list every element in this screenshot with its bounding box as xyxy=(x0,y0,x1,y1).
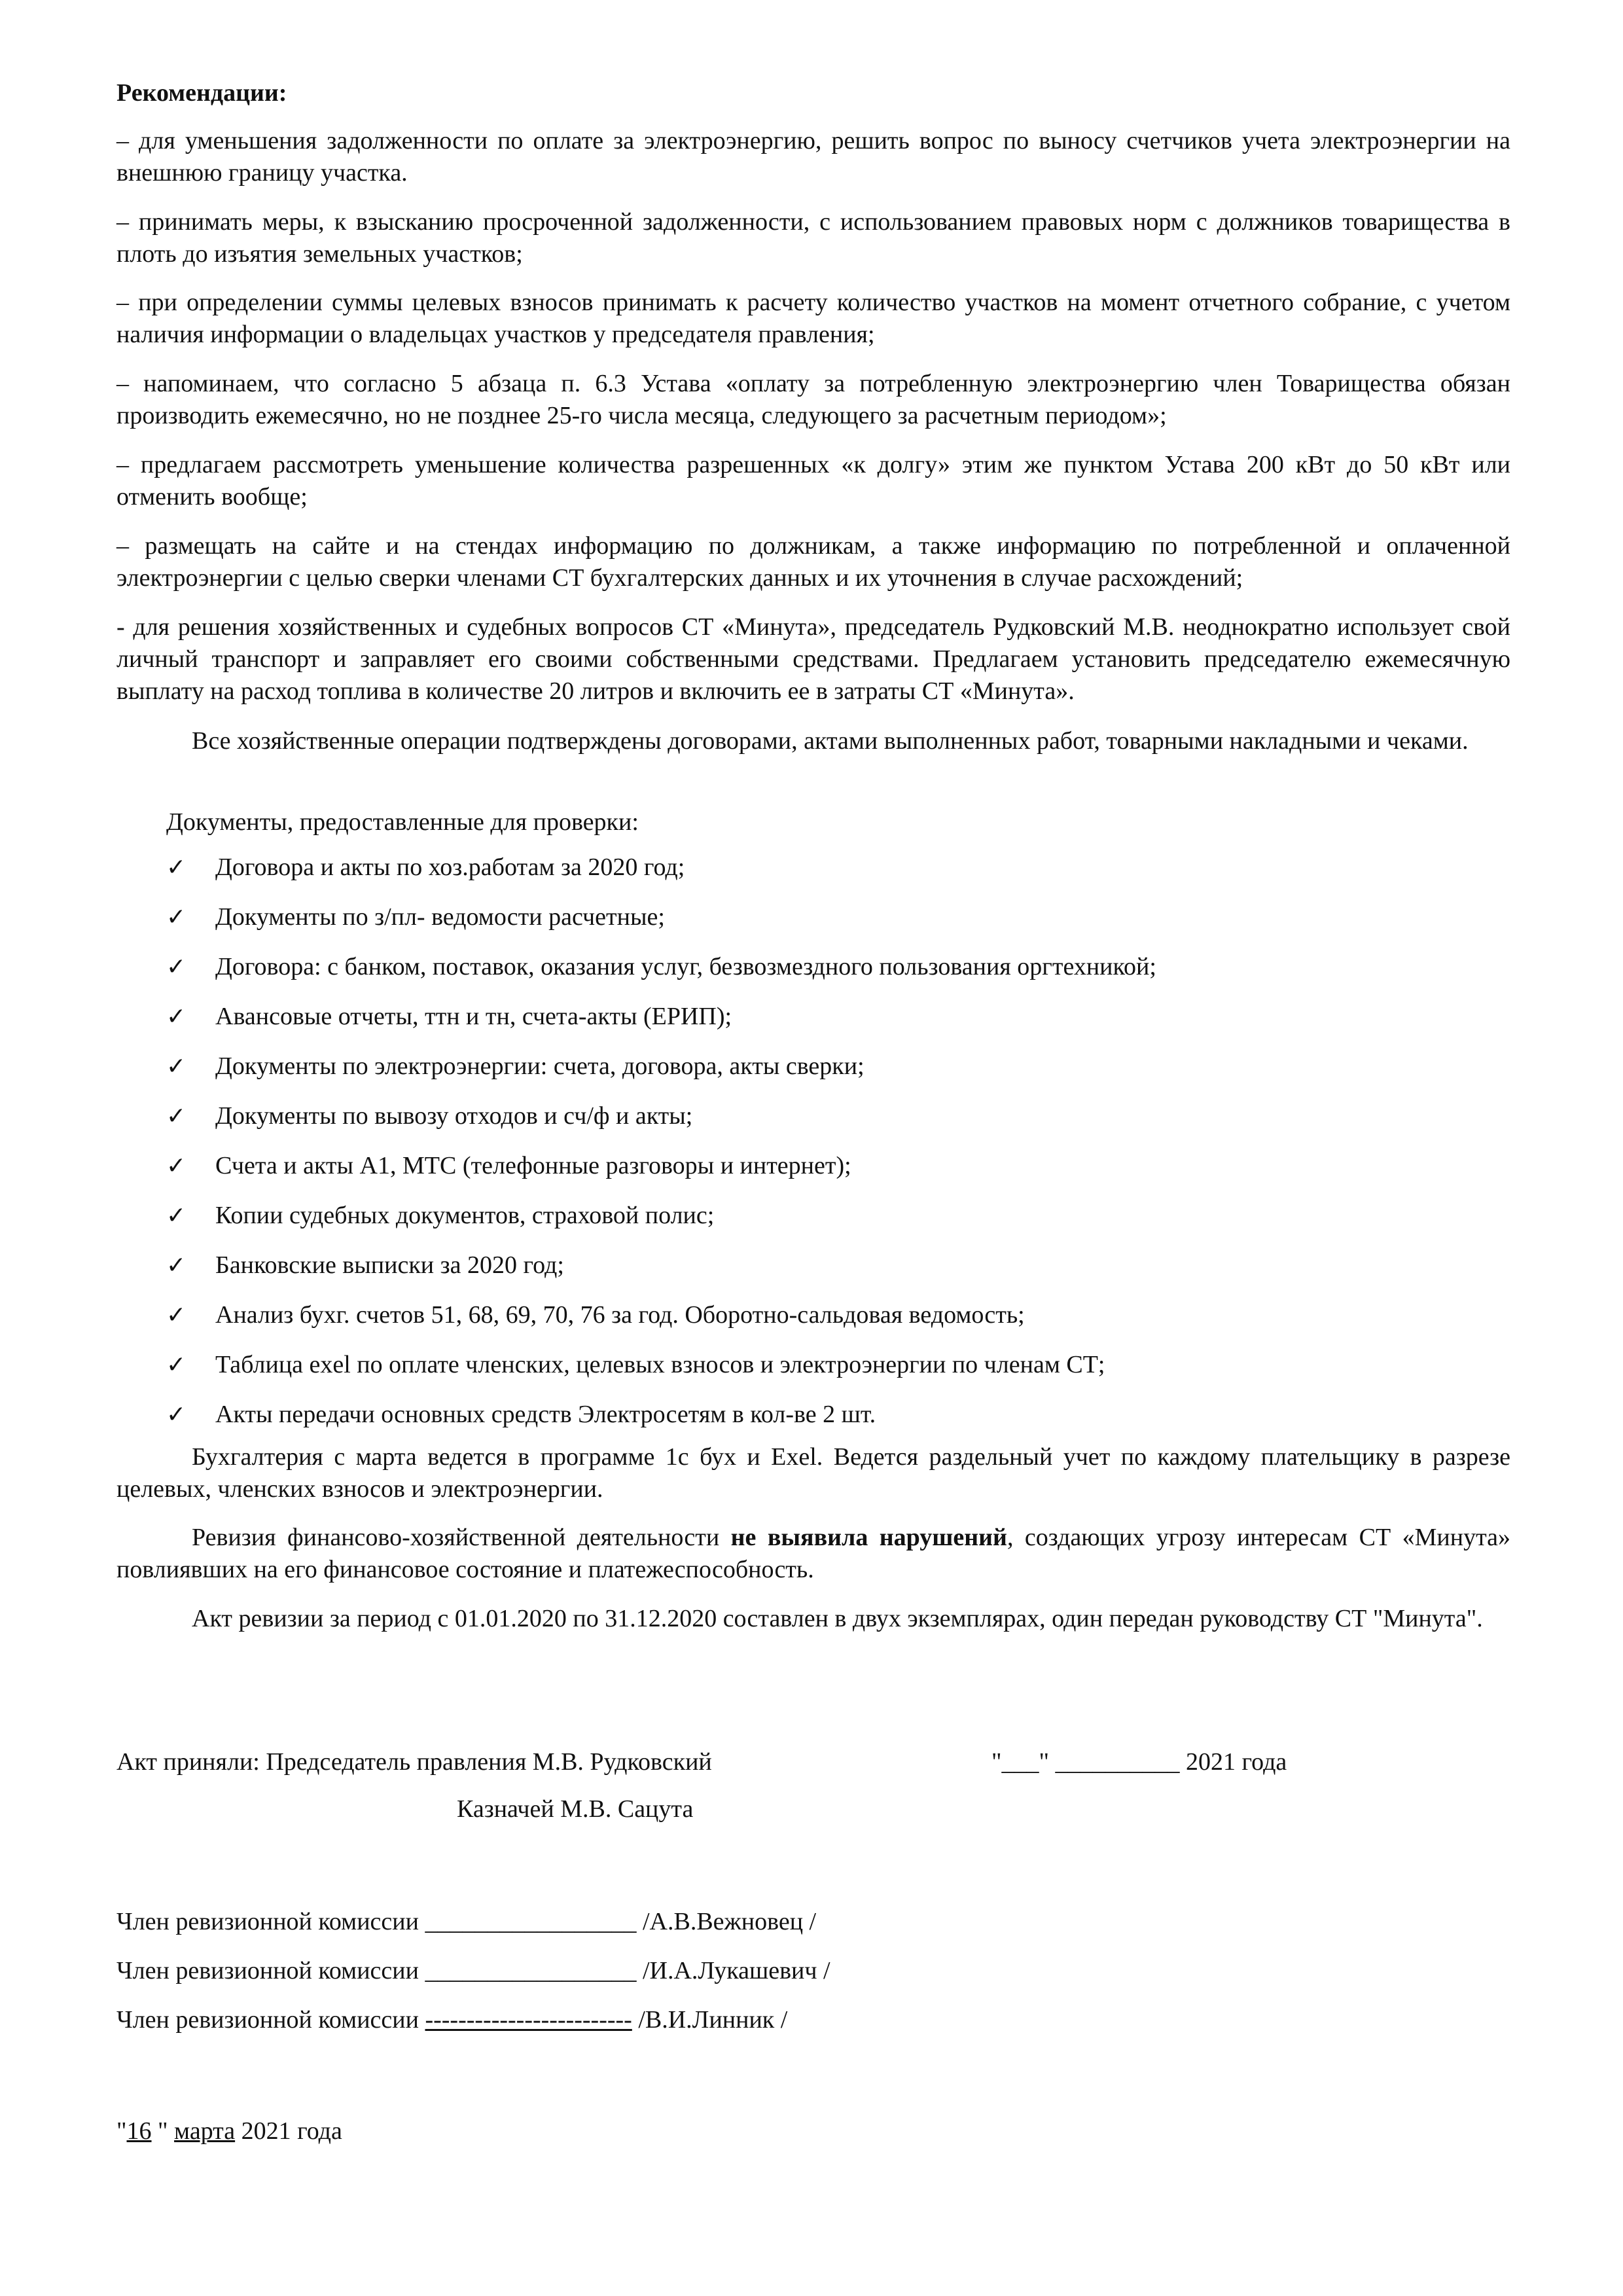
recommendation-7: - для решения хозяйственных и судебных вопросов СТ «Минута», председатель Рудковский М.В. неоднократно использует свой личный транспорт и заправляет его своими собственными средствами. Предлагаем установить председателю ежемесячную выплату на расход топлива в количестве 20 литров и включить ее в затраты СТ «Минута». xyxy=(116,613,1510,705)
signature-line: _________________ xyxy=(425,1957,637,1984)
checkmark-icon: ✓ xyxy=(166,854,187,881)
document-item: ✓ Документы по вывозу отходов и сч/ф и акты; xyxy=(166,1100,1156,1150)
document-item: ✓ Таблица exel по оплате членских, целевых взносов и электроэнергии по членам СТ; xyxy=(166,1349,1156,1399)
recommendation-4: – напоминаем, что согласно 5 абзаца п. 6.3 Устава «оплату за потребленную электроэнергию член Товарищества обязан производить ежемесячно, но не позднее 25-го числа месяца, следующего за расчетным периодом»; xyxy=(116,370,1510,429)
checkmark-icon: ✓ xyxy=(166,1252,187,1279)
document-item: ✓ Документы по з/пл- ведомости расчетные; xyxy=(166,901,1156,951)
date-month: марта xyxy=(174,2117,236,2145)
final-date: "16 " марта 2021 года xyxy=(116,2117,342,2145)
audit-finding: не выявила нарушений xyxy=(730,1524,1007,1551)
document-item: ✓ Договора и акты по хоз.работам за 2020 год; xyxy=(166,852,1156,901)
documents-list xyxy=(166,852,1156,1448)
accepted-by-treasurer: Казначей М.В. Сацута xyxy=(457,1795,694,1823)
checkmark-icon: ✓ xyxy=(166,1003,187,1030)
documents-title: Документы, предоставленные для проверки: xyxy=(166,808,639,836)
checkmark-icon: ✓ xyxy=(166,1401,187,1428)
document-item: ✓ Акты передачи основных средств Электросетям в кол-ве 2 шт. xyxy=(166,1399,1156,1448)
document-item: ✓ Авансовые отчеты, ттн и тн, счета-акты (ЕРИП); xyxy=(166,1001,1156,1050)
signature-line: ------------------------- xyxy=(425,2006,632,2034)
checkmark-icon: ✓ xyxy=(166,1302,187,1329)
commission-signature-row: Член ревизионной комиссии ------------------------- /В.И.Линник / xyxy=(116,2006,788,2034)
document-item: ✓ Анализ бухг. счетов 51, 68, 69, 70, 76 за год. Оборотно-сальдовая ведомость; xyxy=(166,1299,1156,1349)
checkmark-icon: ✓ xyxy=(166,1103,187,1130)
checkmark-icon: ✓ xyxy=(166,1352,187,1378)
recommendations-heading: Рекомендации: xyxy=(116,79,287,107)
checkmark-icon: ✓ xyxy=(166,954,187,980)
recommendation-1: – для уменьшения задолженности по оплате за электроэнергию, решить вопрос по выносу счетчиков учета электроэнергии на внешнюю границу участка. xyxy=(116,127,1510,187)
document-item: ✓ Банковские выписки за 2020 год; xyxy=(166,1249,1156,1299)
recommendation-2: – принимать меры, к взысканию просроченной задолженности, с использованием правовых норм с должников товарищества в плоть до изъятия земельных участков; xyxy=(116,208,1510,268)
acceptance-date: "___" __________ 2021 года xyxy=(991,1748,1287,1776)
checkmark-icon: ✓ xyxy=(166,1153,187,1179)
recommendation-5: – предлагаем рассмотреть уменьшение количества разрешенных «к долгу» этим же пунктом Устава 200 кВт до 50 кВт или отменить вообще; xyxy=(116,451,1510,511)
recommendation-3: – при определении суммы целевых взносов принимать к расчету количество участков на момент отчетного собрание, с учетом наличия информации о владельцах участков у председателя правления; xyxy=(116,289,1510,348)
checkmark-icon: ✓ xyxy=(166,1202,187,1229)
commission-signature-row: Член ревизионной комиссии _________________ /И.А.Лукашевич / xyxy=(116,1957,830,1984)
accepted-by-chairman: Акт приняли: Председатель правления М.В. Рудковский xyxy=(116,1748,712,1776)
recommendation-6: – размещать на сайте и на стендах информацию по должникам, а также информацию по потребленной и оплаченной электроэнергии с целью сверки членами СТ бухгалтерских данных и их уточнения в случае расхождений; xyxy=(116,532,1510,592)
commission-signature-row: Член ревизионной комиссии _________________ /А.В.Вежновец / xyxy=(116,1908,817,1935)
signature-line: _________________ xyxy=(425,1908,637,1935)
act-paragraph: Акт ревизии за период с 01.01.2020 по 31.12.2020 составлен в двух экземплярах, один передан руководству СТ "Минута". xyxy=(192,1605,1483,1632)
operations-paragraph: Все хозяйственные операции подтверждены договорами, актами выполненных работ, товарными накладными и чеками. xyxy=(192,727,1469,755)
document-item: ✓ Договора: с банком, поставок, оказания услуг, безвозмездного пользования оргтехникой; xyxy=(166,951,1156,1001)
checkmark-icon: ✓ xyxy=(166,904,187,931)
audit-paragraph: Ревизия финансово-хозяйственной деятельности не выявила нарушений, создающих угрозу интересам СТ «Минута» повлиявших на его финансовое состояние и платежеспособность. xyxy=(116,1524,1511,1583)
document-item: ✓ Счета и акты А1, МТС (телефонные разговоры и интернет); xyxy=(166,1150,1156,1200)
document-item: ✓ Документы по электроэнергии: счета, договора, акты сверки; xyxy=(166,1050,1156,1100)
document-item: ✓ Копии судебных документов, страховой полис; xyxy=(166,1200,1156,1249)
accounting-paragraph: Бухгалтерия с марта ведется в программе 1с бух и Exel. Ведется раздельный учет по каждому плательщику в разрезе целевых, членских взносов и электроэнергии. xyxy=(116,1443,1510,1503)
date-day: 16 xyxy=(126,2117,152,2145)
checkmark-icon: ✓ xyxy=(166,1053,187,1080)
